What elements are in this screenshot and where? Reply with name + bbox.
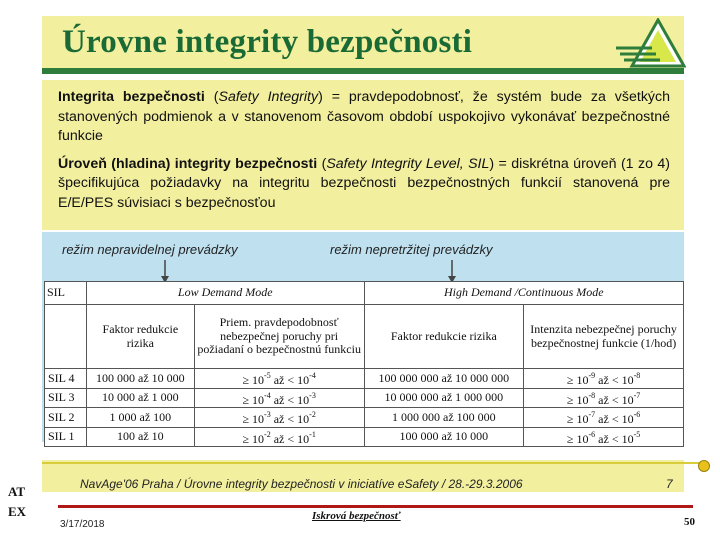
- slide-title: Úrovne integrity bezpečnosti: [62, 24, 473, 60]
- title-bar: [42, 16, 684, 74]
- ge-text: ≥ 10: [242, 412, 265, 426]
- exponent: -4: [309, 371, 316, 380]
- exponent: -7: [633, 390, 641, 400]
- slide-number: 50: [684, 516, 695, 528]
- az-text: až: [273, 431, 285, 446]
- slide-footer-text: NavAge'06 Praha / Úrovne integrity bezpečnosti v iniciatíve eSafety / 28.-29.3.2006: [80, 477, 523, 491]
- exponent: -6: [588, 429, 596, 439]
- ge-text: ≥ 10: [566, 431, 589, 446]
- definition-text: ) = pravdepodobnosť, že systém bude za všetkých stanovených podmienok a v stanovenom časovom období uspokojivo vykonávať bezpečnostné funkcie: [58, 89, 670, 144]
- rrf-low: 100 až 10: [86, 427, 194, 447]
- az-text: až: [598, 412, 609, 426]
- bottom-divider: [58, 505, 693, 508]
- definition-text: ) = diskrétna úroveň (1 zo 4) špecifikujúca požiadavky na integritu bezpečnosti bezpečnostných funkcií stanovená pre E/E/PES súvisiaci s bezpečnosťou: [58, 155, 670, 211]
- definition-term: Úroveň (hladina) integrity bezpečnosti: [58, 155, 318, 172]
- high-demand-label: režim nepretržitej prevádzky: [330, 242, 493, 257]
- rrf-high: 100 000 až 10 000: [364, 427, 524, 447]
- exponent: -5: [633, 429, 641, 439]
- exponent: -2: [309, 410, 316, 419]
- ge-text: ≥ 10: [566, 373, 589, 387]
- lt-text: < 10: [611, 431, 634, 446]
- pfd-range: [194, 388, 364, 408]
- ge-text: ≥ 10: [242, 373, 265, 387]
- side-label-bottom: EX: [8, 504, 27, 519]
- side-label-top: AT: [8, 484, 26, 499]
- table-row: [45, 427, 684, 447]
- table-row: [45, 388, 684, 408]
- date-label: 3/17/2018: [60, 519, 105, 530]
- exponent: -2: [264, 429, 271, 439]
- table-row: [45, 369, 684, 389]
- definition-english: Safety Integrity: [218, 89, 319, 105]
- table-subheader: Faktor redukcie rizika: [364, 305, 524, 369]
- exponent: -3: [309, 390, 316, 400]
- rrf-low: 10 000 až 1 000: [86, 388, 194, 408]
- exponent: -1: [309, 429, 316, 439]
- pfh-range: [524, 408, 684, 428]
- az-text: až: [273, 373, 285, 387]
- exponent: -5: [264, 371, 271, 380]
- sil-level: SIL 3: [45, 388, 87, 408]
- lt-text: < 10: [287, 373, 310, 387]
- rrf-high: 1 000 000 až 100 000: [364, 408, 524, 428]
- definition-integrity: [58, 88, 670, 147]
- exponent: -6: [633, 410, 641, 419]
- pfd-range: [194, 408, 364, 428]
- lt-text: < 10: [287, 431, 310, 446]
- az-text: až: [598, 392, 609, 407]
- slide-page-number: 7: [666, 477, 673, 491]
- lt-text: < 10: [611, 412, 634, 426]
- exponent: -9: [588, 371, 596, 380]
- definition-paren: (: [204, 89, 219, 105]
- definition-term: Integrita bezpečnosti: [58, 89, 205, 105]
- rrf-high: 100 000 000 až 10 000 000: [364, 369, 524, 389]
- table-row: [45, 408, 684, 428]
- az-text: až: [598, 373, 609, 387]
- ge-text: ≥ 10: [566, 392, 589, 407]
- footer-divider: [42, 462, 702, 464]
- definitions-box: [42, 80, 684, 230]
- course-title: Iskrová bezpečnosť: [312, 510, 401, 522]
- exponent: -3: [264, 410, 271, 419]
- pfh-range: [524, 427, 684, 447]
- az-text: až: [273, 412, 285, 426]
- pfh-range: [524, 369, 684, 389]
- rrf-high: 10 000 000 až 1 000 000: [364, 388, 524, 408]
- exponent: -4: [264, 390, 271, 400]
- pfh-range: [524, 388, 684, 408]
- pfd-range: [194, 427, 364, 447]
- sil-level: SIL 1: [45, 427, 87, 447]
- lt-text: < 10: [611, 392, 634, 407]
- exponent: -8: [588, 390, 596, 400]
- definition-paren: (: [317, 155, 327, 172]
- sil-level: SIL 2: [45, 408, 87, 428]
- lt-text: < 10: [611, 373, 634, 387]
- table-corner: SIL: [45, 282, 87, 305]
- az-text: až: [598, 431, 609, 446]
- low-mode-header: Low Demand Mode: [86, 282, 364, 305]
- definition-english: Safety Integrity Level, SIL: [326, 155, 490, 172]
- ge-text: ≥ 10: [242, 431, 265, 446]
- sil-level: SIL 4: [45, 369, 87, 389]
- low-demand-label: režim nepravidelnej prevádzky: [62, 242, 238, 257]
- lt-text: < 10: [287, 392, 310, 407]
- exponent: -8: [633, 371, 641, 380]
- exponent: -7: [588, 410, 596, 419]
- rrf-low: 100 000 až 10 000: [86, 369, 194, 389]
- ge-text: ≥ 10: [242, 392, 265, 407]
- pfd-range: [194, 369, 364, 389]
- bullet-dot-icon: [698, 460, 710, 472]
- navage-logo-icon: [612, 18, 686, 70]
- definition-sil: [58, 155, 670, 214]
- ge-text: ≥ 10: [566, 412, 589, 426]
- table-subheader: Faktor redukcie rizika: [86, 305, 194, 369]
- sil-table: [44, 281, 684, 447]
- table-subheader: Intenzita nebezpečnej poruchy bezpečnostnej funkcie (1/hod): [524, 305, 684, 369]
- table-subheader: Priem. pravdepodobnosť nebezpečnej poruchy pri požiadaní o bezpečnostnú funkciu: [194, 305, 364, 369]
- table-subheader-empty: [45, 305, 87, 369]
- lt-text: < 10: [287, 412, 310, 426]
- az-text: až: [273, 392, 285, 407]
- high-mode-header: High Demand /Continuous Mode: [364, 282, 683, 305]
- rrf-low: 1 000 až 100: [86, 408, 194, 428]
